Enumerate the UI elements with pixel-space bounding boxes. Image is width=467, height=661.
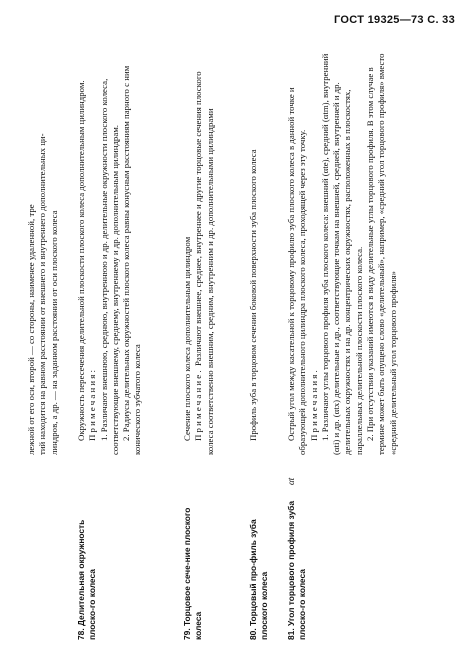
note-item: Различают внешнее, среднее, внутреннее и другие торцовые сечения плоского колеса соответственно внешним, средним, внутренним и др. дополнительными цилиндрами (193, 71, 215, 455)
note-paragraph (193, 50, 216, 455)
definition-text: Профиль зуба в торцовом сечении боковой поверхности зуба плоского колеса (248, 149, 258, 441)
text-line: линдров, а др. — на заданном расстоянии от оси плоского колеса (48, 210, 59, 455)
term-definition-block (286, 50, 399, 455)
definition-text: Острый угол между касательной к торцовому профилю зуба плоского колеса в данной точке и образующей дополнительного цилиндра плоского колеса, проходящей через эту точку. (286, 87, 308, 455)
text-line: лежной от его оси, второй — со стороны, наименее удаленной, тре (26, 204, 36, 455)
definition-text: Окружность пересечения делительной плоскости плоского колеса дополнительным цилиндром. (76, 80, 86, 441)
note-item: 1. Различают углы торцового профиля зуба плоского колеса: внешний (αte), средний (αtm), внутренний (αti) и др. (αtx) делительные и др., соответствующие точкам на внешней, средней, внутренней и др. делительных окружностях и на др. концентрических окружностях, расположенных в плоскостях, параллельных делительной плоскости плоского колеса. (319, 53, 364, 455)
term-name: 79. Торцовое сече-ние плоского колеса (182, 507, 203, 640)
running-header: ГОСТ 19325—73 С. 33 (334, 14, 455, 26)
notes-heading: Примечание. (193, 368, 204, 441)
term-name: 78. Делительная окружность плоско-го колеса (76, 519, 97, 640)
rotated-page-body (22, 40, 442, 640)
term-name: 80. Торцовый про-филь зуба плоского колеса (248, 519, 269, 640)
term-definition-block (248, 50, 259, 455)
note-item: 2. При отсутствии указаний имеются в виду делительные углы торцового профиля. В этом случае в термине может быть опущено слово «делительный», например, «средний угол торцового профиля» вместо «средний делительный угол торцового профиля» (365, 53, 398, 455)
definition-text: Сечение плоского колеса дополнительным цилиндром (182, 236, 192, 441)
term-name: 81. Угол торцового профиля зуба плоско-го колеса (286, 501, 307, 640)
text-line: тий находится на равном расстоянии от внешнего и внутреннего дополнительных ци- (37, 133, 48, 455)
note-item: 1. Различают внешнюю, среднюю, внутреннюю и др. делительные окружности плоского колеса, соответствующие внешнему, среднему, внутреннему и др. дополнительным цилиндрам. (98, 78, 120, 455)
continuation-text (26, 50, 60, 455)
note-item: 2. Радиусы делительных окружностей плоского колеса равны конусным расстояниям парного с ним конического зубчатого колеса (121, 65, 143, 455)
term-definition-block (76, 50, 144, 455)
term-symbol: αt (286, 477, 296, 485)
notes-heading: Примечания: (87, 367, 98, 441)
notes-heading: Примечания. (308, 368, 319, 441)
term-definition-block (182, 50, 216, 455)
